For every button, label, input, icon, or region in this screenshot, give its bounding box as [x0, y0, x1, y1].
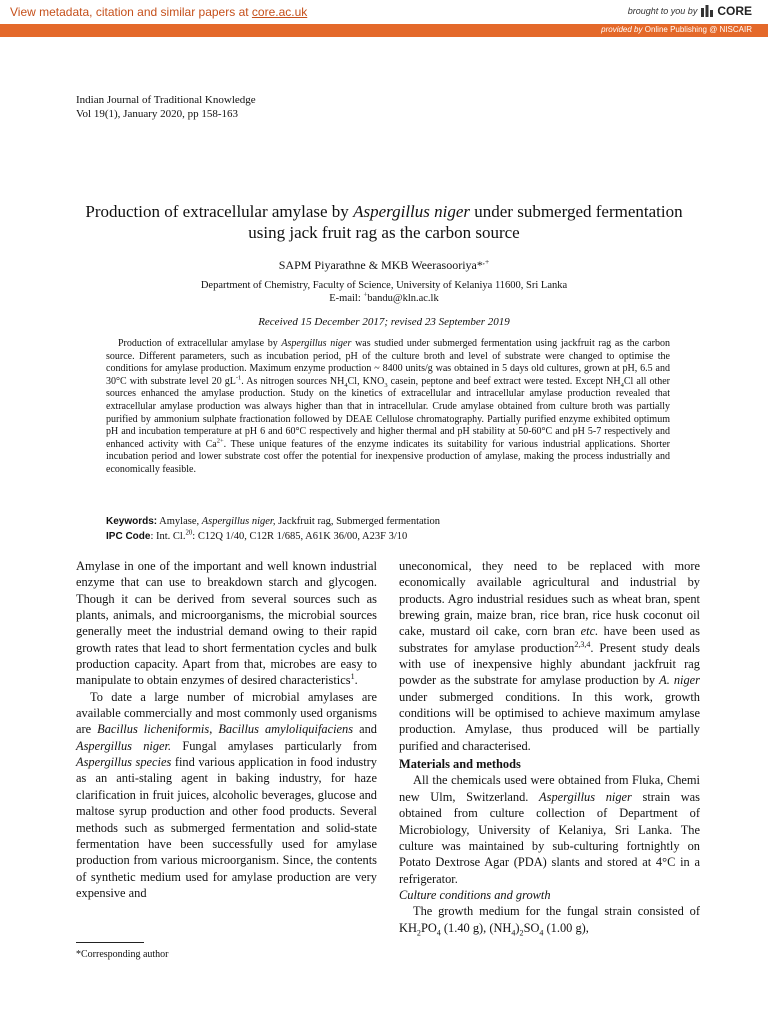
provided-by-label: provided by	[601, 25, 643, 34]
email-mark: +	[363, 291, 368, 299]
section-heading-methods: Materials and methods	[399, 757, 521, 772]
body-text: (1.00 g),	[543, 920, 589, 935]
intro-paragraph-3	[399, 558, 700, 754]
body-text: .	[354, 673, 358, 688]
organism-name: Aspergillus niger	[539, 789, 632, 804]
provided-by-source: Online Publishing @ NISCAIR	[644, 25, 752, 34]
journal-header	[76, 93, 256, 121]
provided-by-bar	[0, 24, 768, 37]
keyword-text: Amylase,	[157, 516, 202, 527]
body-text: All the chemicals used were obtained from Fluka, Chemi new Ulm, Switzerland.	[399, 773, 700, 804]
author-mark: ,+	[482, 257, 490, 266]
right-column	[399, 558, 700, 936]
body-italic: etc.	[580, 624, 599, 639]
abstract	[106, 338, 670, 477]
intro-paragraph-2	[76, 689, 377, 901]
email-label: E-mail:	[329, 293, 364, 304]
email-address[interactable]: bandu@kln.ac.lk	[367, 293, 439, 304]
citation-ref[interactable]: 1	[350, 672, 355, 682]
journal-volume: Vol 19(1), January 2020, pp 158-163	[76, 108, 239, 120]
body-text: Fungal amylases particularly from	[171, 738, 378, 753]
footnote-divider	[76, 942, 144, 943]
keywords-block	[106, 514, 670, 544]
methods-paragraph-1	[399, 772, 700, 886]
abstract-part: casein, peptone and beef extract were tested. Except NH	[387, 375, 621, 387]
email-line	[76, 292, 692, 305]
body-text: The growth medium for the fungal strain consisted of KH	[399, 904, 700, 935]
left-column	[76, 558, 377, 901]
received-dates: Received 15 December 2017; revised 23 September 2019	[258, 316, 510, 328]
abstract-sup: -1	[235, 374, 242, 382]
core-metadata-link[interactable]	[10, 5, 307, 19]
body-text: Amylase in one of the important and well known industrial enzyme that can use to breakdown starch and glycogen. Though it can be derived from several sources such as plants, animals, and microorganisms, the microbial sources generally meet the industrial demand owing to their rapid growth rates that lead to short fermentation cycles and bulk production capacity. Apart from that, microbes are easy to manipulate to obtain enzymes of desired characteristics	[76, 559, 377, 688]
title-organism: Aspergillus niger	[353, 202, 471, 221]
body-text: To date a large number of microbial amylases are available commercially and most commonly used organisms are	[76, 689, 377, 737]
organism-name: A. niger	[659, 673, 701, 688]
body-text: PO	[420, 920, 437, 935]
citation-ref[interactable]: 2,3,4	[574, 639, 591, 649]
subsection-heading-culture: Culture conditions and growth	[399, 887, 551, 902]
ipc-sup: 20	[185, 529, 193, 537]
body-text: uneconomical, they need to be replaced with more economically available agricultural and industrial by products. Agro industrial residues such as wheat bran, spent brewing grain, maize bran, rice bran, rice husk coconut oil cake, mustard oil cake, corn bran	[399, 559, 700, 639]
core-link-text: View metadata, citation and similar papers at	[10, 5, 252, 19]
intro-paragraph-1	[76, 558, 377, 689]
subscript: 4	[436, 928, 441, 938]
ipc-code	[106, 529, 670, 544]
body-text: strain was obtained from culture collection of Department of Microbiology, University of Kelaniya, Sri Lanka. The culture was maintained by sub-culturing fortnightly on Potato Dextrose Agar (PDA) slants and stored at 4°C in a refrigerator.	[399, 789, 700, 886]
body-text: under submerged conditions. In this work, growth conditions will be optimised to achieve maximum amylase production. Amylase, thus produced will be partially purified and characterised.	[399, 689, 700, 753]
title-part: under submerged fermentation using jack fruit rag as the carbon source	[248, 202, 683, 242]
abstract-text	[106, 338, 670, 477]
organism-name: Bacillus amyloliquifaciens	[218, 722, 354, 737]
subscript: 2	[519, 928, 524, 938]
journal-name: Indian Journal of Traditional Knowledge	[76, 94, 256, 106]
ipc-codes: : C12Q 1/40, C12R 1/685, A61K 36/00, A23F 3/10	[192, 531, 408, 542]
core-logo-text: CORE	[717, 4, 752, 18]
organism-name: Bacillus licheniformis	[97, 722, 210, 737]
keywords	[106, 514, 670, 529]
department: Department of Chemistry, Faculty of Science, University of Kelaniya 11600, Sri Lanka	[200, 280, 568, 291]
title-part: Production of extracellular amylase by	[85, 202, 354, 221]
body-text: (1.40 g), (NH	[440, 920, 512, 935]
keywords-label: Keywords:	[106, 516, 158, 527]
body-text: SO	[523, 920, 540, 935]
abstract-sub: 4	[620, 381, 624, 389]
abstract-part: . These unique features of the enzyme indicates its suitability for various industrial applications. Shorter incubation period and lower substrate cost offer the potential for inexpensive production of amylase, making the process industrially and economically feasible.	[106, 438, 670, 475]
abstract-part: . As nitrogen sources NH	[241, 375, 345, 387]
core-logo-icon	[700, 4, 714, 18]
keyword-organism: Aspergillus niger,	[201, 516, 276, 527]
body-text: . Present study deals with use of inexpensive highly abundant jackfruit rag powder as the substrate for amylase production by	[399, 640, 700, 688]
abstract-sub: 3	[384, 381, 388, 389]
core-banner	[0, 0, 768, 25]
author-names: SAPM Piyarathne & MKB Weerasooriya*	[278, 258, 483, 272]
paper-title	[76, 201, 692, 243]
subscript: 4	[539, 928, 544, 938]
body-text: find various application in food industry as an anti-staling agent in baking industry, for haze clarification in fruit juices, alcoholic beverages, glucose and maltose syrup production and other food products. Several methods such as submerged fermentation and solid-state fermentation have been successfully used for amylase production from various microorganism. Since, the contents of synthetic medium used for amylase production are very expensive and	[76, 755, 377, 900]
subscript: 2	[416, 928, 421, 938]
provided-by[interactable]	[601, 25, 752, 34]
abstract-organism: Aspergillus niger	[281, 338, 352, 349]
abstract-sup: 2+	[216, 437, 224, 445]
abstract-part: Production of extracellular amylase by	[118, 338, 282, 349]
abstract-part: Cl, KNO	[347, 375, 385, 387]
abstract-part: was studied under submerged fermentation using jackfruit rag as the carbon source. Different parameters, such as incubation period, pH of the culture broth and level of substrate were changed to optimise the conditions for amylase production. Maximum enzyme production ~ 8400 units/g was obtained in 5 days old cultures, grown at pH, 6.5 and 30°C with substrate level 20 gL	[106, 338, 670, 387]
core-site-link[interactable]: core.ac.uk	[251, 5, 308, 19]
abstract-sub: 4	[344, 381, 348, 389]
subscript: 4	[511, 928, 516, 938]
affiliation	[76, 279, 692, 305]
body-text: and	[353, 722, 377, 737]
body-text: have been used as substrates for amylase production	[399, 624, 700, 655]
organism-name: Aspergillus species	[76, 755, 172, 770]
keyword-text: Jackfruit rag, Submerged fermentation	[275, 516, 440, 527]
brought-by-text: brought to you by	[627, 6, 698, 16]
ipc-text: : Int. Cl.	[150, 531, 186, 542]
culture-paragraph	[399, 903, 700, 936]
body-text: ,	[209, 722, 219, 737]
corresponding-author-note: *Corresponding author	[76, 949, 169, 960]
authors	[76, 258, 692, 273]
ipc-label: IPC Code	[106, 531, 151, 542]
core-attribution[interactable]	[628, 4, 752, 18]
organism-name: Aspergillus niger.	[76, 738, 172, 753]
abstract-part: Cl all other sources enhanced the amylase production. Study on the kinetics of extracellular and intracellular amylase production revealed that extracellular amylase production was always higher than that in intracellular. Crude amylase obtained from culture broth was partially purified by ammonium sulphate fractionation followed by DEAE Cellulose chromatography. Partially purified enzyme exhibited optimum pH and incubation temperature at pH 6 and 60°C respectively and higher thermal and pH stability at 50-60°C and pH 5-7 respectively and enhanced activity with Ca	[106, 375, 670, 450]
body-text: )	[515, 920, 520, 935]
